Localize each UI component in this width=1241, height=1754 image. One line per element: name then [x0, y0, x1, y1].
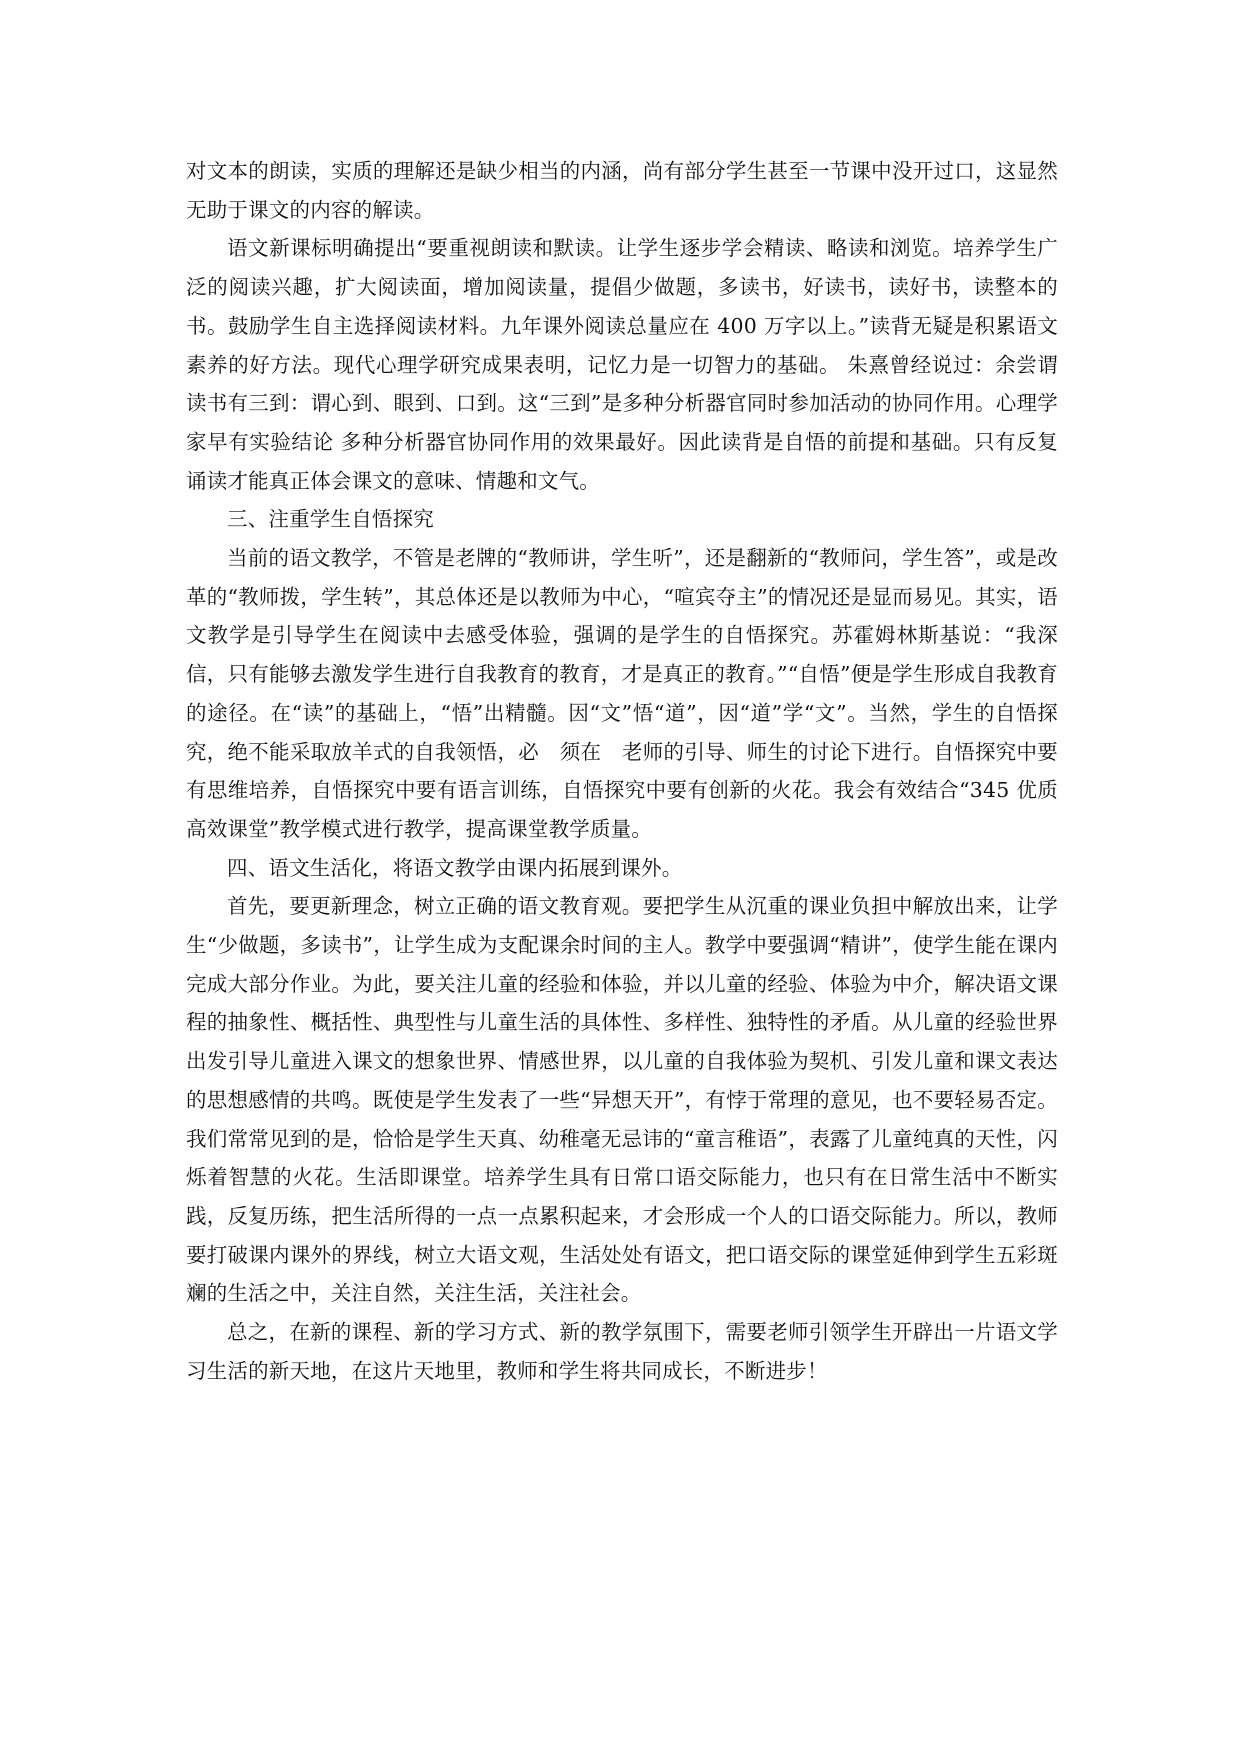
paragraph-continuation: 对文本的朗读，实质的理解还是缺少相当的内涵，尚有部分学生甚至一节课中没开过口，这显然无助于课文的内容的解读。	[186, 159, 1058, 222]
section-heading-4: 四、语文生活化，将语文教学由课内拓展到课外。	[227, 855, 683, 880]
paragraph-self-inquiry: 当前的语文教学，不管是老牌的“教师讲，学生听”，还是翻新的“教师问，学生答”，或是改革的“教师拨，学生转”，其总体还是以教师为中心，“喧宾夺主”的情况还是显而易见。其实，语文教学是引导学生在阅读中去感受体验，强调的是学生的自悟探究。苏霍姆林斯基说：“我深信，只有能够去激发学生进行自我教育的教育，才是真正的教育。”“自悟”便是学生形成自我教育的途径。在“读”的基础上，“悟”出精髓。因“文”悟“道”，因“道”学“文”。当然，学生的自悟探究，绝不能采取放羊式的自我领悟，必 须在 老师的引导、师生的讨论下进行。自悟探究中要有思维培养，自悟探究中要有语言训练，自悟探究中要有创新的火花。我会有效结合“345 优质高效课堂”教学模式进行教学，提高课堂教学质量。	[186, 546, 1058, 841]
section-heading-3: 三、注重学生自悟探究	[227, 507, 434, 532]
document-body	[186, 152, 1058, 1391]
paragraph-reading-recitation: 语文新课标明确提出“要重视朗读和默读。让学生逐步学会精读、略读和浏览。培养学生广泛的阅读兴趣，扩大阅读面，增加阅读量，提倡少做题，多读书，好读书，读好书，读整本的书。鼓励学生自主选择阅读材料。九年课外阅读总量应在 400 万字以上。”读背无疑是积累语文素养的好方法。现代心理学研究成果表明，记忆力是一切智力的基础。 朱熹曾经说过：余尝谓读书有三到：谓心到、眼到、口到。这“三到”是多种分析器官同时参加活动的协同作用。心理学家早有实验结论 多种分析器官协同作用的效果最好。因此读背是自悟的前提和基础。只有反复诵读才能真正体会课文的意味、情趣和文气。	[186, 236, 1058, 493]
paragraph-conclusion: 总之，在新的课程、新的学习方式、新的教学氛围下，需要老师引领学生开辟出一片语文学习生活的新天地，在这片天地里，教师和学生将共同成长，不断进步！	[186, 1320, 1058, 1383]
paragraph-life-language: 首先，要更新理念，树立正确的语文教育观。要把学生从沉重的课业负担中解放出来，让学生“少做题，多读书”，让学生成为支配课余时间的主人。教学中要强调“精讲”，使学生能在课内完成大部分作业。为此，要关注儿童的经验和体验，并以儿童的经验、体验为中介，解决语文课程的抽象性、概括性、典型性与儿童生活的具体性、多样性、独特性的矛盾。从儿童的经验世界出发引导儿童进入课文的想象世界、情感世界，以儿童的自我体验为契机、引发儿童和课文表达的思想感情的共鸣。既使是学生发表了一些“异想天开”，有悖于常理的意见，也不要轻易否定。我们常常见到的是，恰恰是学生天真、幼稚毫无忌讳的“童言稚语”，表露了儿童纯真的天性，闪烁着智慧的火花。生活即课堂。培养学生具有日常口语交际能力，也只有在日常生活中不断实践，反复历练，把生活所得的一点一点累积起来，才会形成一个人的口语交际能力。所以，教师要打破课内课外的界线，树立大语文观，生活处处有语文，把口语交际的课堂延伸到学生五彩斑斓的生活之中，关注自然，关注生活，关注社会。	[186, 894, 1058, 1306]
